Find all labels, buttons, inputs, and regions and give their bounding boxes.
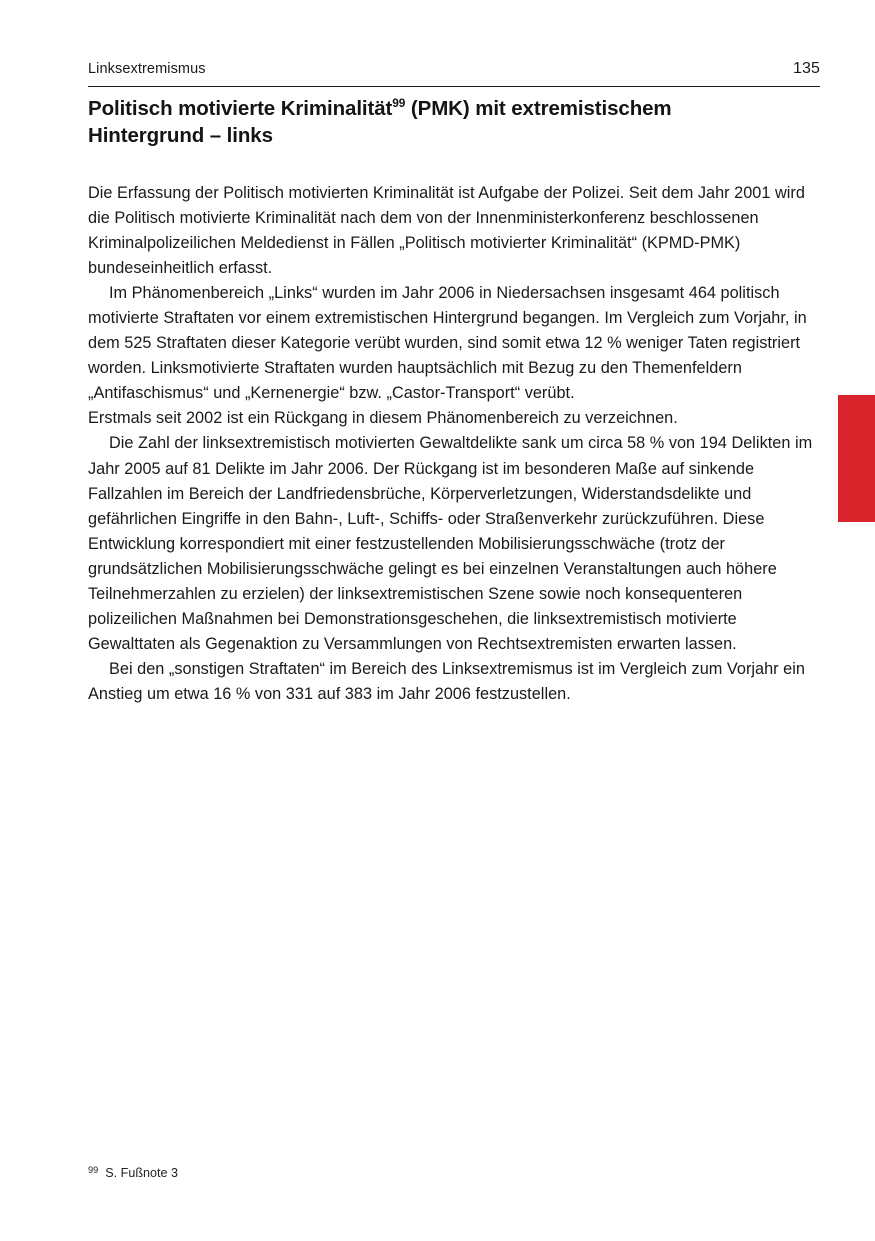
footnote-area: [88, 1165, 688, 1183]
chapter-thumb-tab: [838, 395, 875, 522]
running-head-section-label: Linksextremismus: [88, 61, 206, 77]
title-footnote-marker: 99: [392, 96, 406, 111]
article-title-rest: (PMK) mit extremistischem Hintergrund – links: [88, 97, 672, 147]
paragraph-5: Bei den „sonstigen Straftaten“ im Bereich des Linksextremismus ist im Vergleich zum Vorjahr ein Anstieg um etwa 16 % von 331 auf 383 im Jahr 2006 festzustellen.: [88, 659, 805, 703]
footnote-entry: [88, 1165, 688, 1183]
running-head: [88, 60, 820, 78]
paragraph-3: Erstmals seit 2002 ist ein Rückgang in diesem Phänomenbereich zu verzeichnen.: [88, 409, 678, 428]
paragraph-2: Im Phänomenbereich „Links“ wurden im Jahr 2006 in Niedersachsen insgesamt 464 politisch motivierte Straftaten vor einem extremistischen Hintergrund begangen. Im Vergleich zum Vorjahr, in dem 525 Straftaten dieser Kategorie verübt wurden, sind somit etwa 12 % weniger Taten registriert worden. Linksmotivierte Straftaten wurden hauptsächlich mit Bezug zu den Themenfeldern „Antifaschismus“ und „Kernenergie“ bzw. „Castor-Transport“ verübt.: [88, 284, 807, 403]
page-number: 135: [793, 60, 820, 77]
article-title-main: Politisch motivierte Kriminalität: [88, 97, 393, 120]
header-rule-divider: [88, 86, 820, 87]
body-text-block: [88, 181, 822, 707]
paragraph-4: Die Zahl der linksextremistisch motivierten Gewaltdelikte sank um circa 58 % von 194 Delikten im Jahr 2005 auf 81 Delikte im Jahr 2006. Der Rückgang ist im besonderen Maße auf sinkende Fallzahlen im Bereich der Landfriedensbrüche, Körperverletzungen, Widerstandsdelikte und gefährlichen Eingriffe in den Bahn-, Luft-, Schiffs- oder Straßenverkehr zurückzuführen. Diese Entwicklung korrespondiert mit einer festzustellenden Mobilisierungsschwäche (trotz der grundsätzlichen Mobilisierungsschwäche gelingt es bei einzelnen Veranstaltungen auch höhere Teilnehmerzahlen zu erzielen) der linksextremistischen Szene sowie noch konsequenteren polizeilichen Maßnahmen bei Demonstrationsgeschehen, die linksextremistisch motivierte Gewalttaten als Gegenaktion zu Versammlungen von Rechtsextremisten erwarten lassen.: [88, 434, 813, 653]
footnote-text: S. Fußnote 3: [105, 1166, 179, 1180]
paragraph-1: Die Erfassung der Politisch motivierten Kriminalität ist Aufgabe der Polizei. Seit dem Jahr 2001 wird die Politisch motivierte Kriminalität nach dem von der Innenministerkonferenz beschlossenen Kriminalpolizeilichen Meldedienst in Fällen „Politisch motivierter Kriminalität“ (KPMD-PMK) bundeseinheitlich erfasst.: [88, 184, 805, 278]
footnote-marker: 99: [88, 1165, 99, 1175]
page-title: [88, 96, 788, 149]
